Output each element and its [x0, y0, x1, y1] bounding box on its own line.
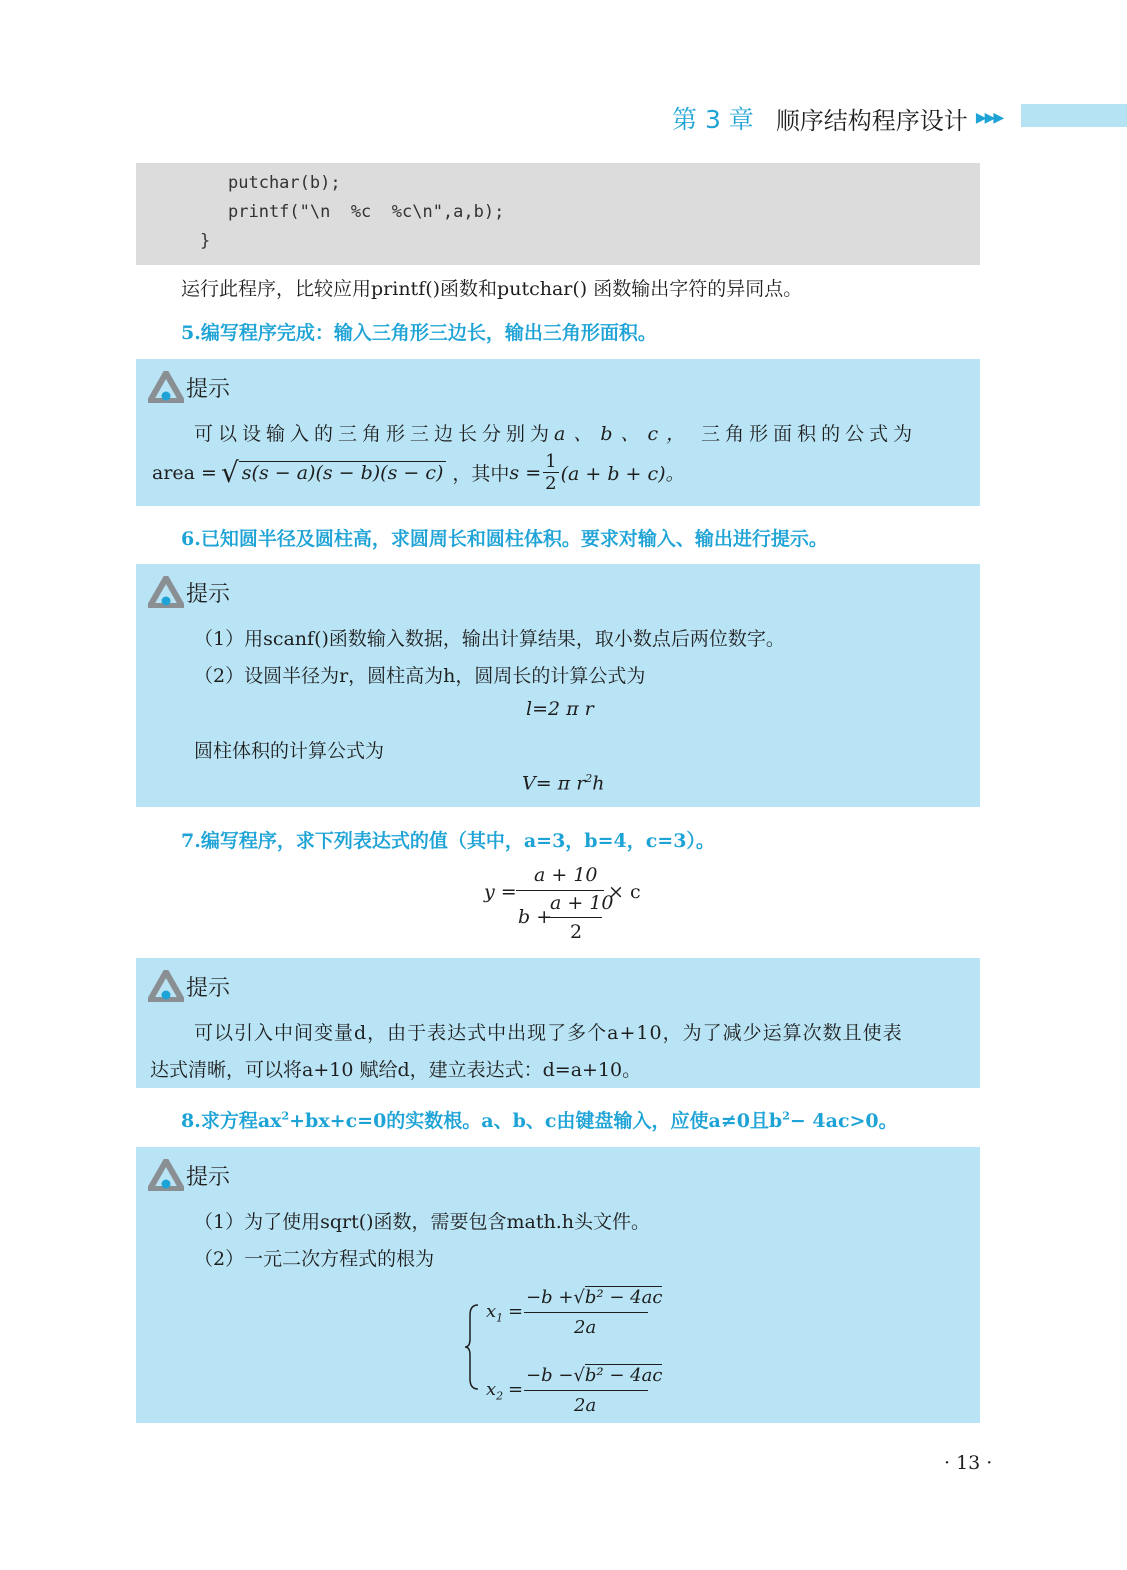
tip-text-part: 三角形面积的公式为 — [701, 423, 918, 445]
chapter-header — [672, 98, 1002, 138]
fraction-bar — [524, 1312, 648, 1313]
equation-tail: × c — [608, 881, 641, 903]
sqrt-sign: √ — [573, 1365, 585, 1386]
formula-text: −b + — [526, 1287, 574, 1308]
tip-text-part: 可以设输入的三角形三边长分别为 — [194, 423, 555, 445]
header-accent-bar — [1021, 104, 1127, 127]
sqrt-sign: √ — [220, 455, 239, 489]
formula-text: area = — [152, 461, 217, 484]
tip-text — [194, 419, 917, 446]
subscript: 2 — [496, 1389, 504, 1403]
equation-7 — [484, 862, 654, 946]
equals: = — [508, 1379, 524, 1400]
page-number: · 13 · — [944, 1452, 993, 1474]
x1-label — [486, 1301, 503, 1325]
warning-triangle-icon — [148, 1159, 184, 1191]
code-block — [136, 163, 980, 265]
question-7: 7.编写程序，求下列表达式的值（其中，a=3，b=4，c=3）。 — [181, 830, 715, 852]
tip-text: （1）用scanf()函数输入数据，输出计算结果，取小数点后两位数字。 — [194, 628, 785, 650]
equation-numerator: a + 10 — [534, 864, 598, 886]
tip-header — [148, 1159, 230, 1191]
x2-denominator: 2a — [574, 1395, 597, 1416]
formula-text: (a + b + c)。 — [560, 463, 685, 485]
sqrt-radicand: s(s − a)(s − b)(s − c) — [239, 461, 447, 484]
paragraph: 运行此程序，比较应用printf()函数和putchar() 函数输出字符的异同点。 — [181, 278, 803, 300]
formula-text: x — [486, 1379, 497, 1400]
area-formula — [152, 451, 685, 494]
tip-label: 提示 — [186, 1164, 231, 1190]
tip-text: 圆柱体积的计算公式为 — [194, 740, 385, 762]
tip-text: 达式清晰，可以将a+10 赋给d，建立表达式：d=a+10。 — [150, 1059, 642, 1081]
fraction-denominator: 2 — [545, 473, 557, 494]
fraction-bar — [516, 890, 604, 891]
question-text: +bx+c=0的实数根。a、b、c由键盘输入，应使a≠0且b — [289, 1110, 783, 1132]
inner-fraction-bar — [548, 917, 602, 918]
superscript: 2 — [281, 1109, 290, 1123]
formula-text: s = — [509, 461, 542, 484]
tip-text: 可以引入中间变量d，由于表达式中出现了多个a+10，为了减少运算次数且使表 — [194, 1022, 903, 1044]
subscript: 1 — [496, 1311, 504, 1325]
triple-arrow-icon: ▶▶▶ — [975, 110, 1003, 126]
code-line: putchar(b); — [228, 173, 341, 193]
tip-box — [136, 564, 980, 807]
sqrt-radicand: b² − 4ac — [584, 1287, 663, 1308]
question-5: 5.编写程序完成：输入三角形三边长，输出三角形面积。 — [181, 322, 657, 344]
formula-text: h — [592, 772, 605, 795]
formula-circumference: l=2 π r — [526, 698, 594, 720]
superscript: 2 — [585, 772, 593, 785]
chapter-title: 顺序结构程序设计 — [775, 106, 968, 135]
question-6: 6.已知圆半径及圆柱高，求圆周长和圆柱体积。要求对输入、输出进行提示。 — [181, 528, 828, 550]
question-text: 8.求方程ax — [181, 1110, 282, 1132]
tip-header — [148, 576, 230, 608]
sqrt-radicand: b² − 4ac — [584, 1365, 663, 1386]
fraction-numerator: 1 — [545, 451, 557, 472]
equation-lhs: y = — [484, 881, 517, 903]
equals: = — [508, 1301, 524, 1322]
left-brace — [464, 1303, 480, 1391]
warning-triangle-icon — [148, 371, 184, 403]
question-text: − 4ac>0。 — [789, 1110, 898, 1132]
tip-box — [136, 958, 980, 1088]
x1-denominator: 2a — [574, 1317, 597, 1338]
warning-triangle-icon — [148, 576, 184, 608]
chapter-number: 第 3 章 — [672, 105, 754, 134]
fraction — [543, 451, 558, 494]
roots-system — [464, 1277, 664, 1417]
tip-box — [136, 1147, 980, 1423]
x2-label — [486, 1379, 503, 1403]
superscript: 2 — [782, 1109, 790, 1123]
tip-header — [148, 371, 230, 403]
tip-label: 提示 — [186, 581, 231, 607]
formula-volume — [522, 772, 605, 794]
tip-text: （1）为了使用sqrt()函数，需要包含math.h头文件。 — [194, 1211, 651, 1233]
fraction-bar — [524, 1390, 648, 1391]
tip-label: 提示 — [186, 376, 231, 402]
sqrt-sign: √ — [573, 1287, 585, 1308]
x1-numerator — [526, 1287, 662, 1308]
inner-denominator: 2 — [570, 921, 583, 943]
formula-text: −b − — [526, 1365, 574, 1386]
formula-text: ，其中 — [452, 463, 510, 485]
code-line: } — [200, 231, 211, 251]
inner-numerator: a + 10 — [550, 892, 614, 914]
tip-header — [148, 970, 230, 1002]
equation-denominator: b + — [518, 906, 553, 928]
formula-text: V= π r — [522, 772, 586, 795]
tip-text: （2）设圆半径为r，圆柱高为h，圆周长的计算公式为 — [194, 665, 646, 687]
code-line: printf("\n %c %c\n",a,b); — [228, 202, 505, 222]
question-8 — [181, 1106, 898, 1133]
tip-label: 提示 — [186, 975, 231, 1001]
tip-text: （2）一元二次方程式的根为 — [194, 1248, 435, 1270]
warning-triangle-icon — [148, 970, 184, 1002]
variables: a、b、c， — [554, 423, 694, 445]
x2-numerator — [526, 1365, 662, 1386]
formula-text: x — [486, 1301, 497, 1322]
tip-box — [136, 359, 980, 506]
